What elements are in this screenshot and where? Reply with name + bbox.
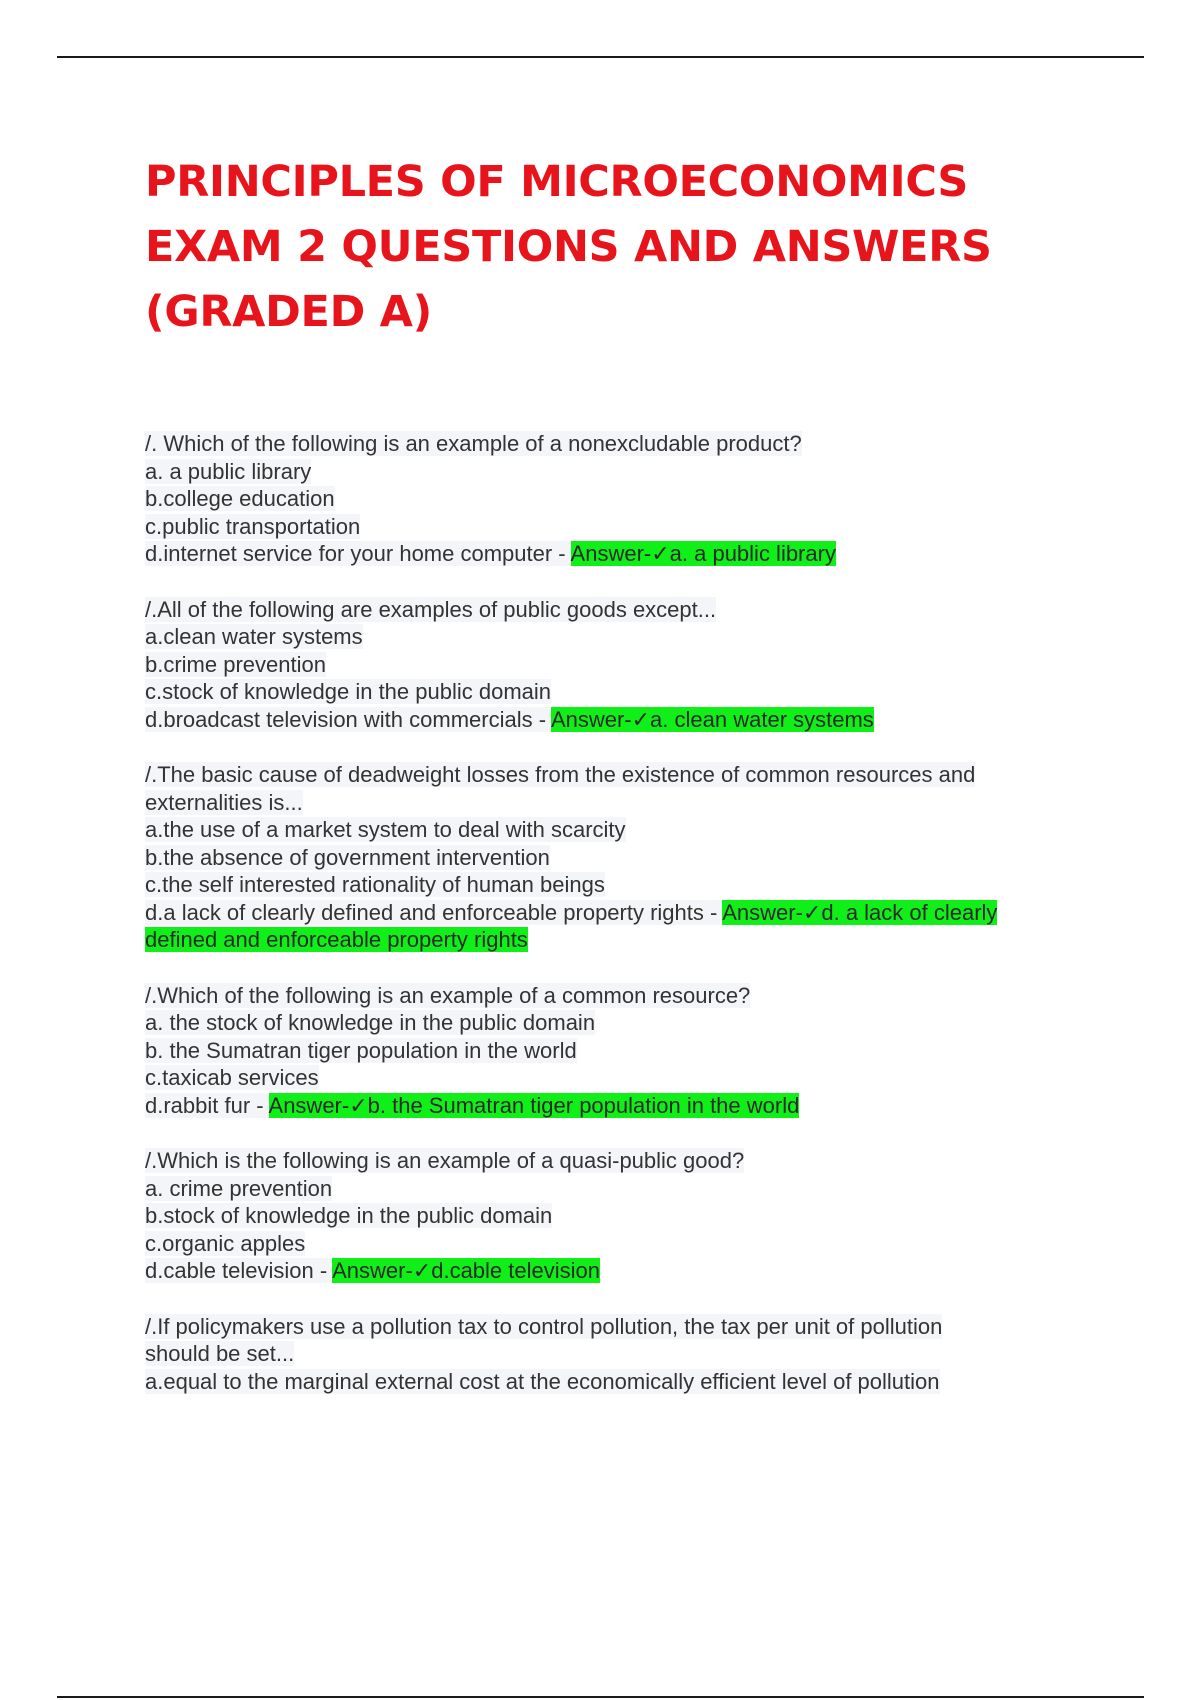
answer-highlight: Answer-✓d.cable television [332,1258,600,1283]
title-line: (GRADED A) [145,287,432,337]
option-a: a.equal to the marginal external cost at the economically efficient level of pollution [145,1368,940,1394]
option-a: a. the stock of knowledge in the public domain [145,1010,596,1035]
option-a: a. a public library [145,458,312,484]
question-3 [145,761,1145,954]
title-line: PRINCIPLES OF MICROECONOMICS [145,157,969,207]
answer-highlight: Answer-✓b. the Sumatran tiger population in the world [268,1092,800,1118]
title-line: EXAM 2 QUESTIONS AND ANSWERS [145,222,992,272]
option-b: b. the Sumatran tiger population in the world [145,1037,577,1063]
option-c: c.the self interested rationality of human beings [145,872,605,897]
option-c: c.organic apples [145,1230,306,1256]
option-c: c.taxicab services [145,1065,319,1090]
option-c: c.stock of knowledge in the public domain [145,679,552,704]
question-text-line: externalities is... [145,789,303,815]
question-text: /. Which of the following is an example of a nonexcludable product? [145,431,802,456]
question-text: /.Which of the following is an example of a common resource? [145,982,751,1008]
option-c: c.public transportation [145,513,361,539]
answer-highlight: Answer-✓d. a lack of clearly [722,899,998,925]
option-d: d.cable television - [145,1258,333,1283]
top-rule [57,56,1144,58]
option-b: b.the absence of government intervention [145,844,550,870]
option-b: b.stock of knowledge in the public domain [145,1203,553,1228]
option-d: d.a lack of clearly defined and enforceable property rights - [145,899,723,925]
question-text-line: should be set... [145,1341,295,1366]
question-5 [145,1147,1145,1285]
document-title [145,150,1145,345]
option-b: b.crime prevention [145,651,326,677]
question-text-line: /.The basic cause of deadweight losses from the existence of common resources and [145,762,976,787]
question-6 [145,1313,1145,1396]
document-body [145,150,1145,1423]
answer-highlight-continued: defined and enforceable property rights [145,927,528,952]
question-2 [145,596,1145,734]
option-a: a.the use of a market system to deal with scarcity [145,817,626,842]
question-text: /.Which is the following is an example of a quasi-public good? [145,1148,745,1173]
answer-highlight: Answer-✓a. clean water systems [550,706,874,732]
option-d: d.rabbit fur - [145,1092,269,1118]
option-d: d.internet service for your home computer - [145,541,571,566]
question-list [145,430,1145,1395]
question-1 [145,430,1145,568]
answer-highlight: Answer-✓a. a public library [570,541,836,566]
question-text: /.All of the following are examples of public goods except... [145,596,717,622]
question-text-line: /.If policymakers use a pollution tax to control pollution, the tax per unit of pollution [145,1313,943,1339]
question-4 [145,982,1145,1120]
bottom-rule [57,1696,1144,1698]
option-b: b.college education [145,486,335,511]
option-d: d.broadcast television with commercials - [145,706,551,732]
option-a: a.clean water systems [145,624,363,649]
option-a: a. crime prevention [145,1175,333,1201]
